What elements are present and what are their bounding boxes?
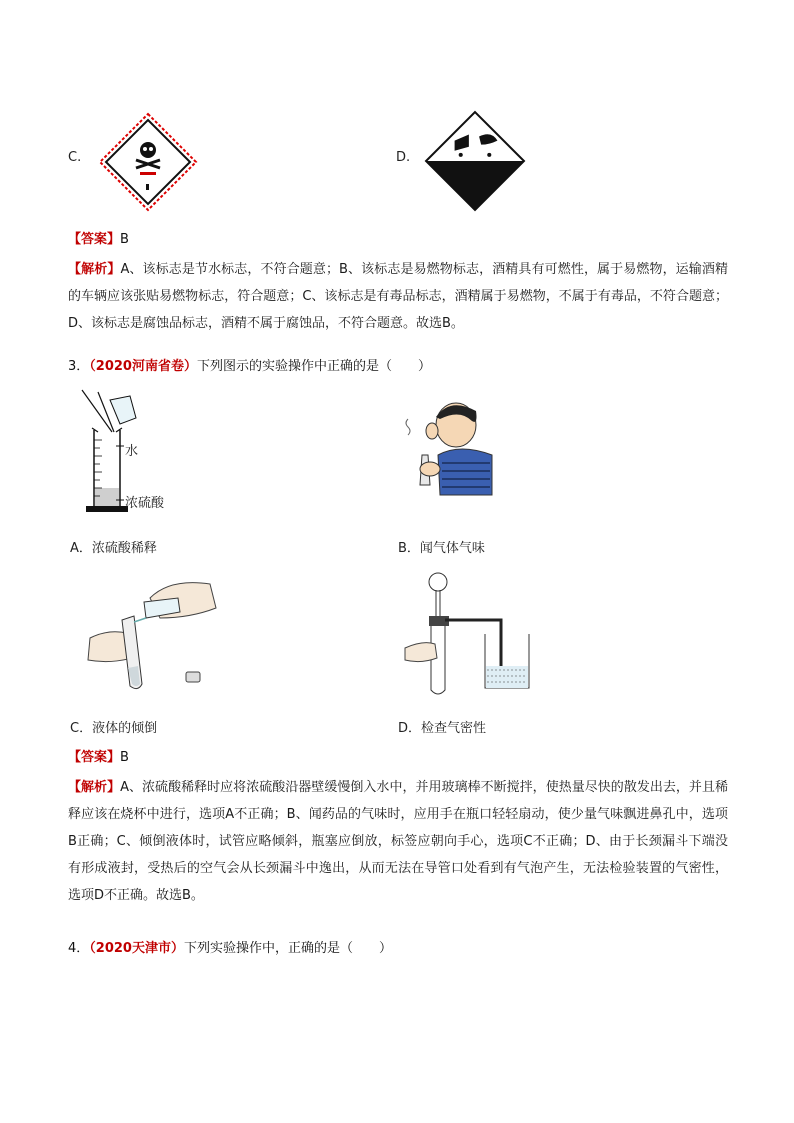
q3-option-a: A．浓硫酸稀释 bbox=[70, 541, 157, 556]
question-source: （2020河南省卷） bbox=[89, 359, 197, 374]
q3-option-d: D．检查气密性 bbox=[398, 721, 487, 736]
question-number: 4． bbox=[68, 941, 90, 956]
question-text: 下列图示的实验操作中正确的是（ ） bbox=[196, 359, 431, 374]
figure-c-pouring-liquid bbox=[80, 568, 230, 693]
analysis-tag: 【解析】 bbox=[68, 780, 121, 795]
question-source: （2020天津市） bbox=[89, 941, 184, 956]
q2-answer bbox=[68, 230, 129, 250]
analysis-text: A、该标志是节水标志，不符合题意；B、该标志是易燃物标志，酒精具有可燃性，属于易燃物，运输酒精的车辆应该张贴易燃物标志，符合题意；C、该标志是有毒品标志，酒精属于易燃物，不属于有毒品，不符合题意；D、该标志是腐蚀品标志，酒精不属于腐蚀品，不符合题意。故选B。 bbox=[68, 262, 728, 331]
answer-tag: 【答案】 bbox=[68, 750, 121, 765]
analysis-text: A、浓硫酸稀释时应将浓硫酸沿器壁缓慢倒入水中，并用玻璃棒不断搅拌，使热量尽快的散发出去，并且稀释应该在烧杯中进行，选项A不正确；B、闻药品的气味时，应用手在瓶口轻轻扇动，使少量气味飘进鼻孔中，选项B正确；C、倾倒液体时，试管应略倾斜，瓶塞应倒放，标签应朝向手心，选项C不正确；D、由于长颈漏斗下端没有形成液封，受热后的空气会从长颈漏斗中逸出，从而无法在导管口处看到有气泡产生，无法检验装置的气密性，选项D不正确。故选B。 bbox=[68, 780, 728, 903]
figure-a-acid-label: 浓硫酸 bbox=[125, 496, 165, 511]
answer-value: B bbox=[120, 232, 129, 247]
question-text: 下列实验操作中，正确的是（ ） bbox=[183, 941, 392, 956]
q3-stem bbox=[68, 357, 431, 377]
toxic-hazard-sign bbox=[98, 112, 198, 212]
figure-b-smelling-gas bbox=[400, 395, 500, 500]
option-c-label: C. bbox=[68, 150, 82, 165]
analysis-tag: 【解析】 bbox=[68, 262, 121, 277]
figure-a-water-label: 水 bbox=[125, 444, 139, 459]
q3-option-c: C．液体的倾倒 bbox=[70, 721, 158, 736]
answer-value: B bbox=[120, 750, 129, 765]
corrosive-hazard-sign bbox=[424, 110, 526, 212]
question-number: 3． bbox=[68, 359, 90, 374]
answer-tag: 【答案】 bbox=[68, 232, 121, 247]
figure-d-airtightness-check bbox=[405, 570, 555, 700]
option-d-label: D. bbox=[396, 150, 411, 165]
q3-analysis bbox=[68, 774, 728, 909]
q3-option-b: B．闻气体气味 bbox=[398, 541, 485, 556]
q4-stem bbox=[68, 939, 392, 959]
q3-answer bbox=[68, 748, 129, 768]
q2-analysis bbox=[68, 256, 728, 337]
